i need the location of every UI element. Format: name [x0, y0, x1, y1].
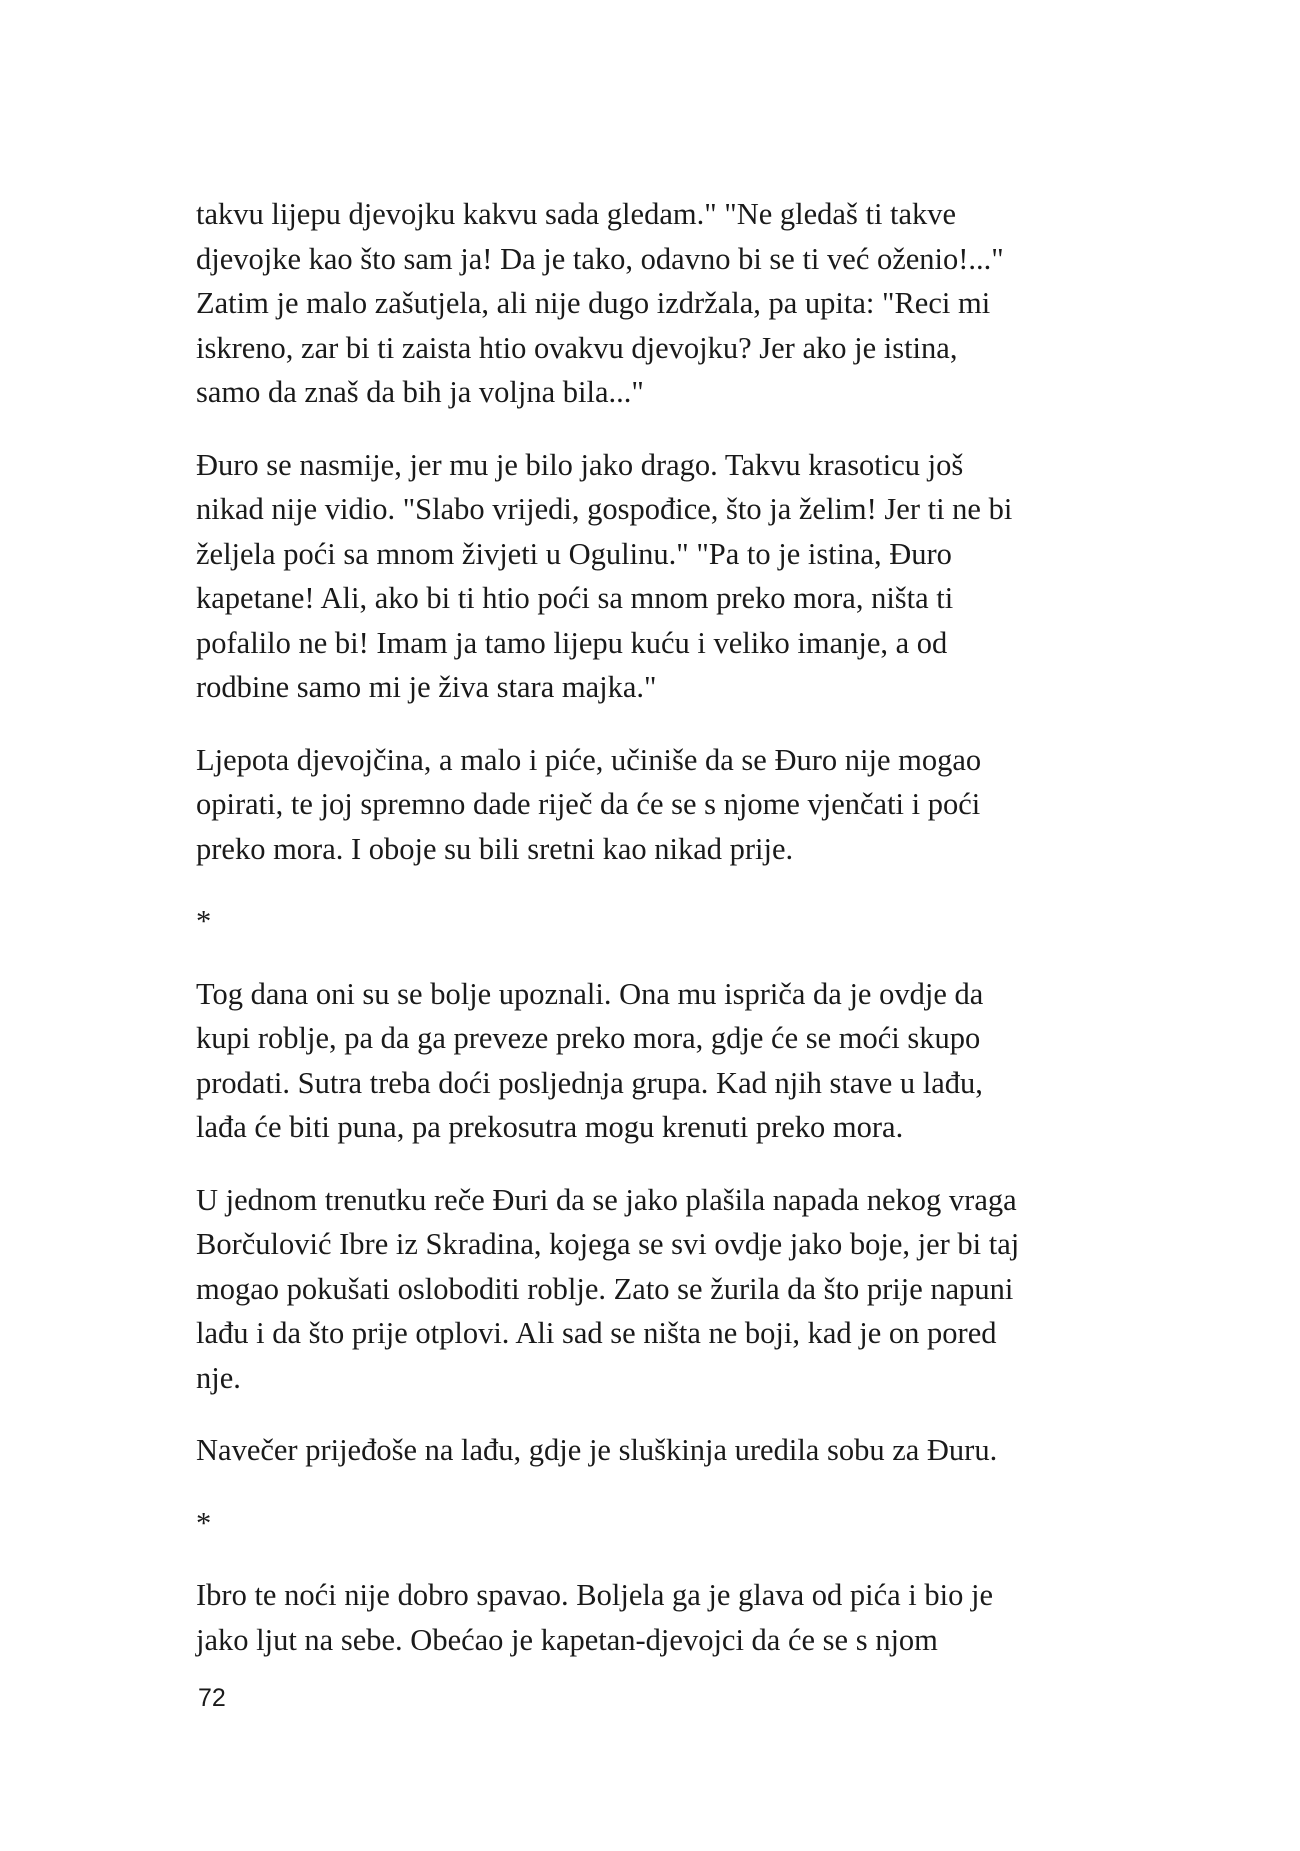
text-line: nikad nije vidio. "Slabo vrijedi, gospođice, što ja želim! Jer ti ne bi — [196, 492, 1013, 526]
text-line: Ljepota djevojčina, a malo i piće, učiniše da se Đuro nije mogao — [196, 742, 982, 777]
text-line: Ibro te noći nije dobro spavao. Boljela ga je glava od pića i bio je — [196, 1578, 993, 1612]
text-line: pofalilo ne bi! Imam ja tamo lijepu kuću i veliko imanje, a od — [196, 625, 948, 660]
text-line: lađa će biti puna, pa prekosutra mogu krenuti preko mora. — [196, 1110, 904, 1144]
scene-break-asterisk: * — [196, 1505, 212, 1540]
text-line: Zatim je malo zašutjela, ali nije dugo izdržala, pa upita: "Reci mi — [196, 286, 991, 320]
text-line: željela poći sa mnom živjeti u Ogulinu." "Pa to je istina, Đuro — [196, 536, 952, 571]
text-line: prodati. Sutra treba doći posljednja grupa. Kad njih stave u lađu, — [196, 1065, 983, 1100]
page-number: 72 — [198, 1684, 226, 1712]
paragraph-6 — [196, 1428, 1126, 1473]
text-line: iskreno, zar bi ti zaista htio ovakvu djevojku? Jer ako je istina, — [196, 330, 958, 365]
paragraph-7 — [196, 1573, 1126, 1662]
text-line: U jednom trenutku reče Đuri da se jako plašila napada nekog vraga — [196, 1182, 1017, 1217]
text-line: djevojke kao što sam ja! Da je tako, odavno bi se ti već oženio!..." — [196, 241, 1004, 276]
text-line: lađu i da što prije otplovi. Ali sad se ništa ne boji, kad je on pored — [196, 1316, 997, 1350]
scene-break-asterisk: * — [196, 904, 212, 938]
text-line: opirati, te joj spremno dade riječ da će se s njome vjenčati i poći — [196, 787, 981, 821]
text-line: Navečer prijeđoše na lađu, gdje je sluškinja uredila sobu za Đuru. — [196, 1433, 998, 1467]
text-line: takvu lijepu djevojku kakvu sada gledam." "Ne gledaš ti takve — [196, 197, 957, 231]
text-line: rodbine samo mi je živa stara majka." — [196, 670, 657, 704]
text-line: preko mora. I oboje su bili sretni kao nikad prije. — [196, 831, 794, 866]
text-line: Tog dana oni su se bolje upoznali. Ona mu ispriča da je ovdje da — [196, 976, 984, 1011]
paragraph-5 — [196, 1178, 1126, 1401]
paragraph-2 — [196, 443, 1126, 710]
text-line: nje. — [196, 1360, 241, 1395]
text-line: mogao pokušati osloboditi roblje. Zato se žurila da što prije napuni — [196, 1271, 1014, 1306]
text-line: kupi roblje, pa da ga preveze preko mora, gdje će se moći skupo — [196, 1021, 981, 1055]
text-line: kapetane! Ali, ako bi ti htio poći sa mnom preko mora, ništa ti — [196, 581, 954, 615]
paragraph-4 — [196, 972, 1126, 1150]
scene-break — [196, 899, 1126, 944]
paragraph-3 — [196, 738, 1126, 872]
text-line: Borčulović Ibre iz Skradina, kojega se svi ovdje jako boje, jer bi taj — [196, 1227, 1020, 1261]
text-line: jako ljut na sebe. Obećao je kapetan-djevojci da će se s njom — [196, 1622, 938, 1657]
text-line: Đuro se nasmije, jer mu je bilo jako drago. Takvu krasoticu još — [196, 447, 964, 482]
text-line: samo da znaš da bih ja voljna bila..." — [196, 375, 644, 409]
scene-break — [196, 1501, 1126, 1546]
paragraph-1 — [196, 192, 1126, 415]
body-text — [196, 192, 1126, 1690]
